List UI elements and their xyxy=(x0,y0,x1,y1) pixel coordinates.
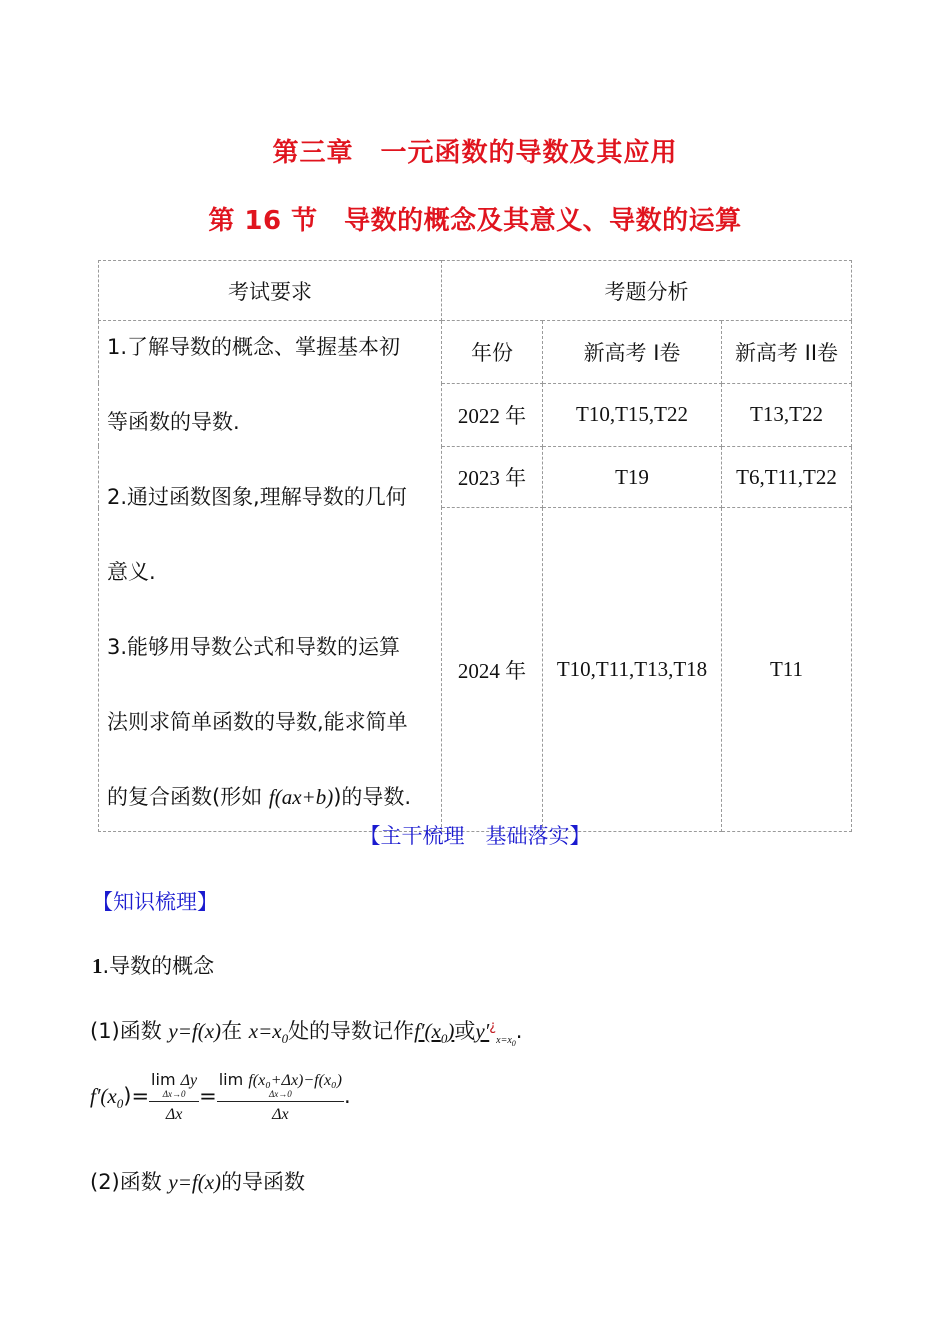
requirement-line-last: 的复合函数(形如 f(ax+b))的导数. xyxy=(107,785,412,809)
subheader-exam1: 新高考 I卷 xyxy=(543,321,722,384)
exam1-cell: T19 xyxy=(543,446,722,508)
derivative-formula: $f'(x_0)=$ lim Δy Δx→0 Δx = lim f(x₀+Δx)−f(x₀) Δx→0 Δx . xyxy=(90,1070,351,1123)
requirement-line: 2.通过函数图象,理解导数的几何 xyxy=(107,485,407,509)
definition-line: (1)函数 y=f(x)在 $x=x_0$处的导数记作$f'(x_0)$或$y'^¿_{x=x_0}$. xyxy=(90,1019,523,1049)
exam-requirements-table xyxy=(98,260,852,832)
header-requirements: 考试要求 xyxy=(99,261,442,321)
exam2-cell: T6,T11,T22 xyxy=(722,446,852,508)
requirement-line: 意义. xyxy=(107,560,156,584)
year-cell: 2024 年 xyxy=(442,508,543,832)
knowledge-label: 【知识梳理】 xyxy=(92,890,218,914)
year-cell: 2023 年 xyxy=(442,446,543,508)
subheader-exam2: 新高考 II卷 xyxy=(722,321,852,384)
requirement-line: 3.能够用导数公式和导数的运算 xyxy=(107,635,401,659)
derived-function-line: (2)函数 y=f(x)的导函数 xyxy=(90,1170,306,1194)
requirement-line: 1.了解导数的概念、掌握基本初 xyxy=(107,335,401,359)
requirements-cell xyxy=(99,321,442,832)
exam2-cell: T11 xyxy=(722,508,852,832)
section-banner: 【主干梳理 基础落实】 xyxy=(359,824,591,848)
concept-heading: 1.导数的概念 xyxy=(92,954,215,978)
header-analysis: 考题分析 xyxy=(442,261,852,321)
requirement-line: 等函数的导数. xyxy=(107,410,240,434)
formula-fraction-2: lim f(x₀+Δx)−f(x₀) Δx→0 Δx xyxy=(218,1070,342,1123)
section-title: 第 16 节 导数的概念及其意义、导数的运算 xyxy=(208,206,742,236)
derivative-notation: $f'(x_0)$ xyxy=(414,1019,455,1047)
chapter-title: 第三章 一元函数的导数及其应用 xyxy=(272,138,678,168)
year-cell: 2022 年 xyxy=(442,383,543,446)
formula-fraction-1: lim Δy Δx→0 Δx xyxy=(151,1070,198,1123)
requirement-line: 法则求简单函数的导数,能求简单 xyxy=(107,710,408,734)
exam1-cell: T10,T11,T13,T18 xyxy=(543,508,722,832)
exam2-cell: T13,T22 xyxy=(722,383,852,446)
derivative-notation-alt: y′ xyxy=(475,1019,490,1043)
exam1-cell: T10,T15,T22 xyxy=(543,383,722,446)
subheader-year: 年份 xyxy=(442,321,543,384)
